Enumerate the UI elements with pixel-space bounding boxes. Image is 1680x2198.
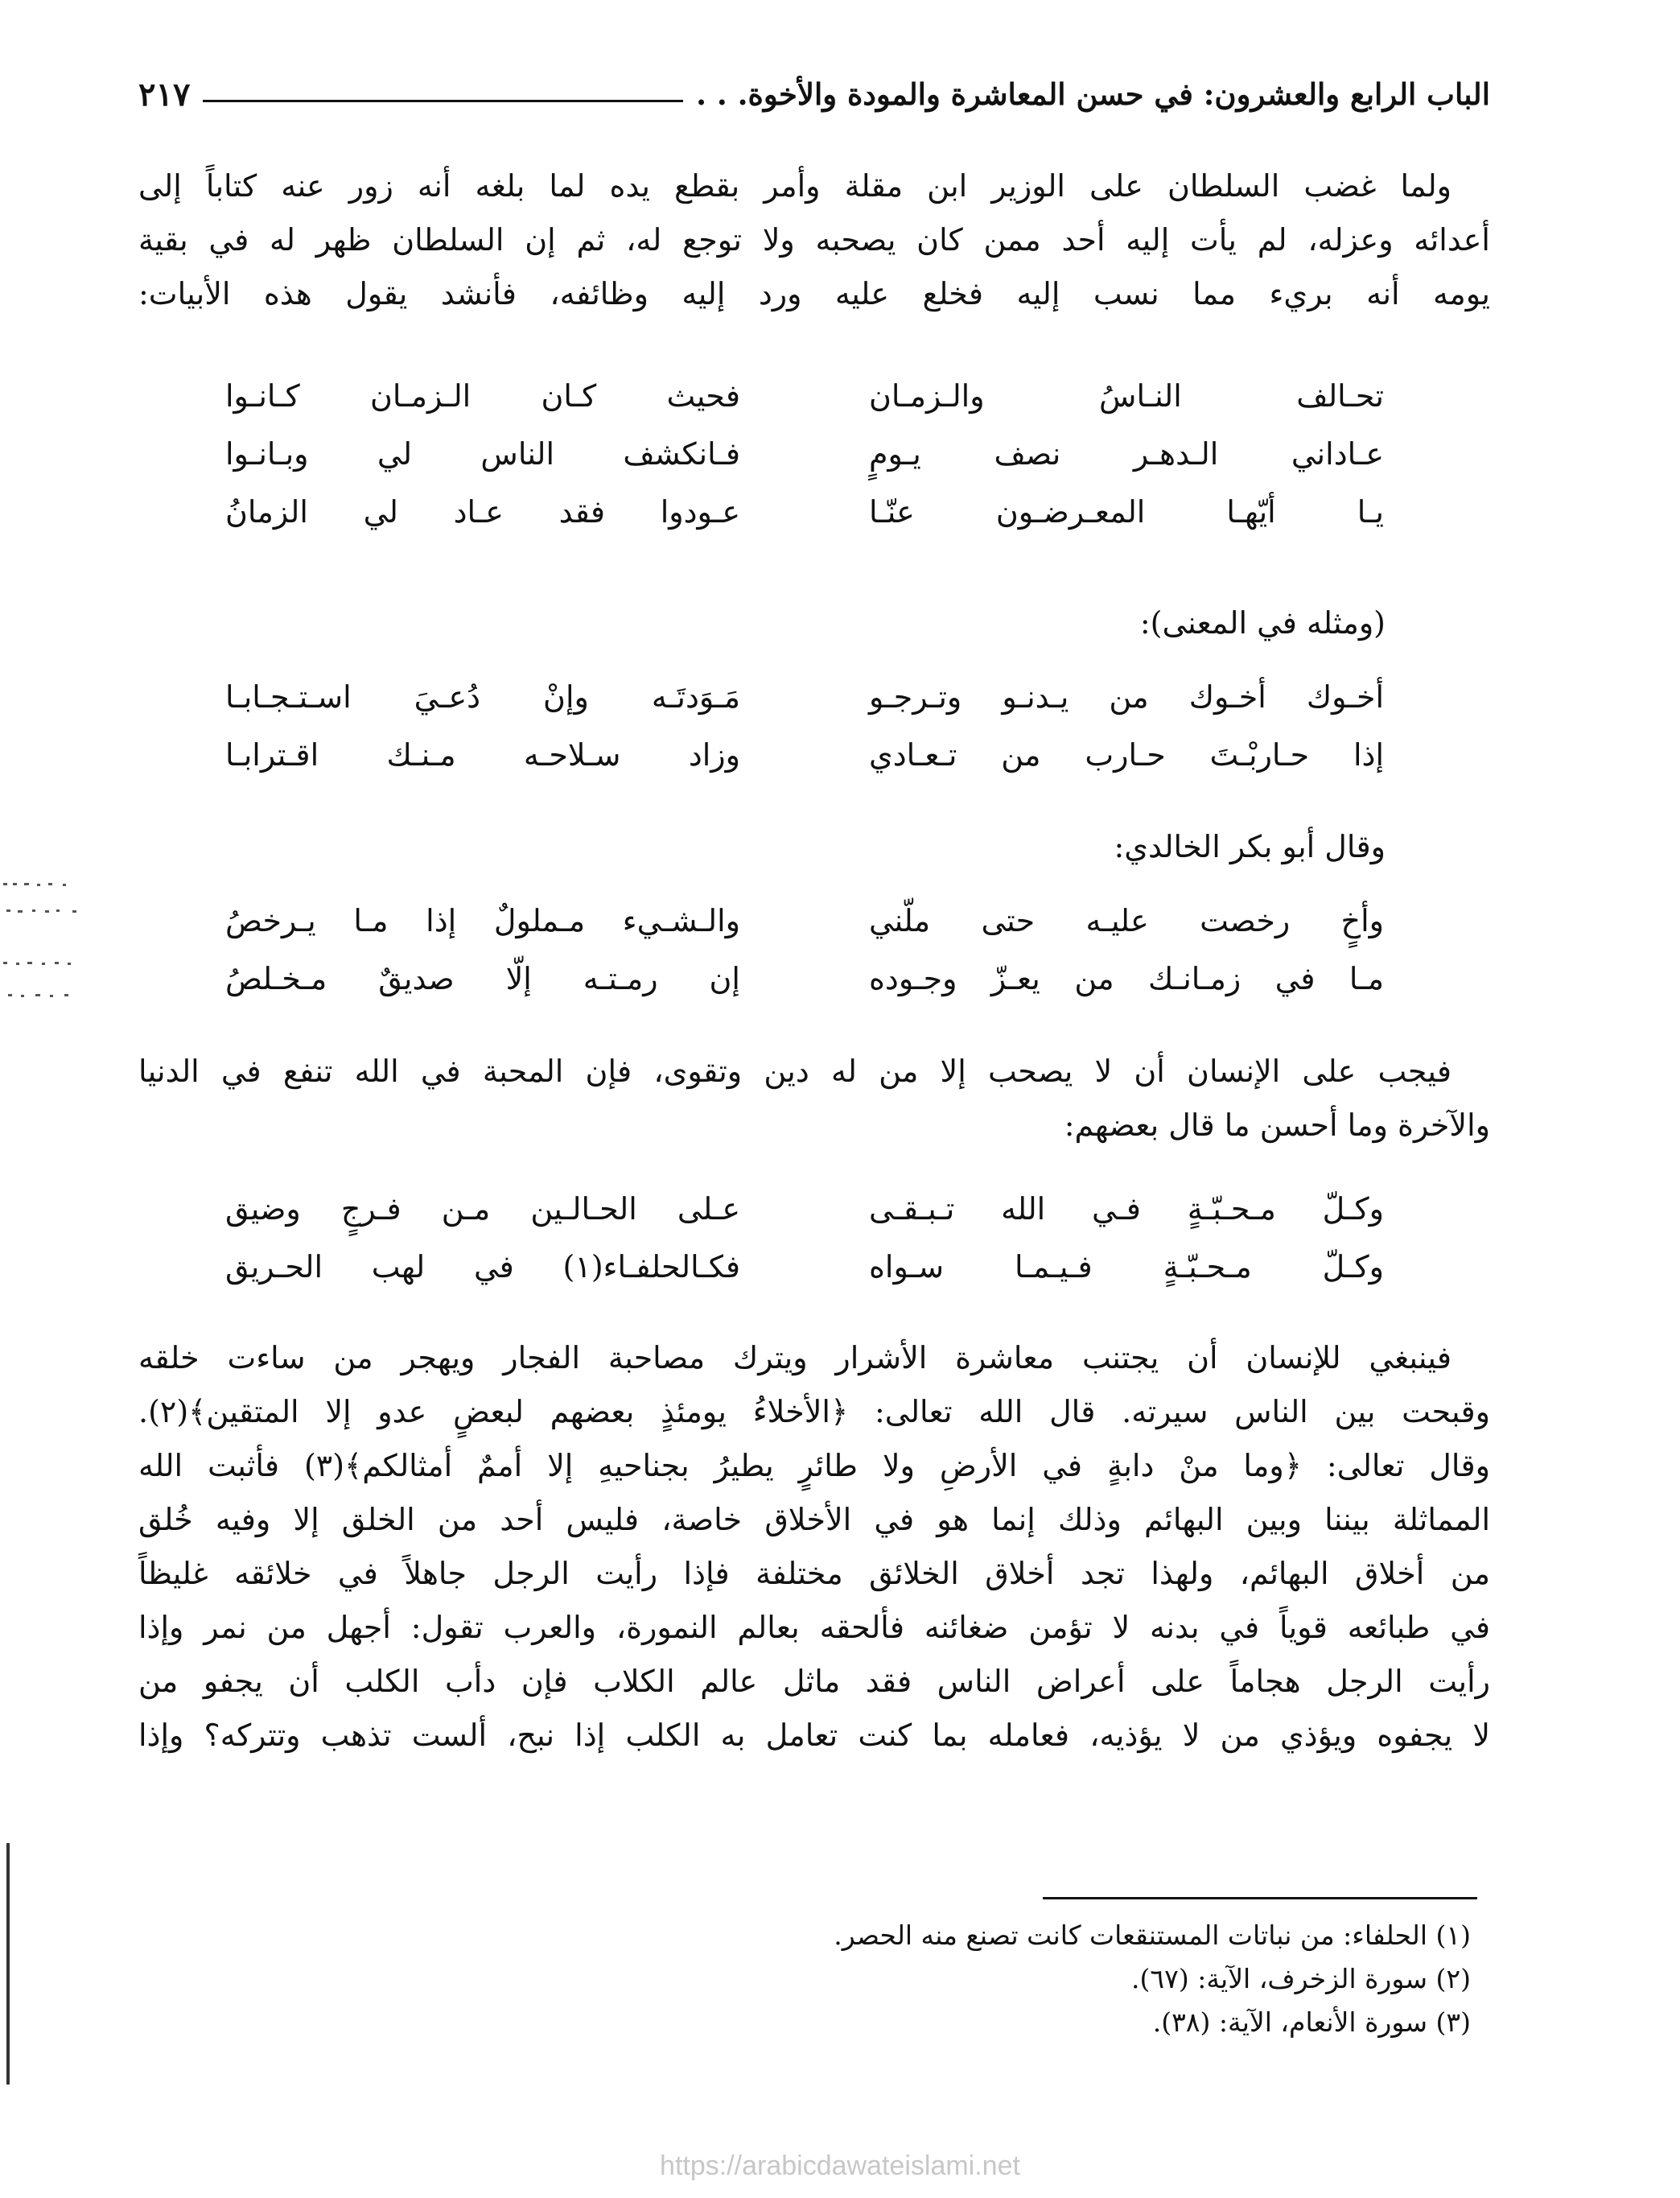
verse-line xyxy=(225,668,1384,726)
verse-line xyxy=(225,367,1384,425)
paragraph-line: أعدائه وعزله، لم يأت إليه أحد ممن كان يصحبه ولا توجع له، ثم إن السلطان ظهر له في بقية xyxy=(138,222,1490,258)
paragraph-line: فينبغي للإنسان أن يجتنب معاشرة الأشرار ويترك مصاحبة الفجار ويهجر من ساءت خلقه xyxy=(138,1340,1451,1375)
running-header xyxy=(138,66,1490,122)
poem-3 xyxy=(225,892,1384,1008)
poem-1 xyxy=(225,367,1384,541)
verse-line xyxy=(225,483,1384,541)
verse-first-hemistich: مـا في زمـانـك من يعـزّ وجـوده xyxy=(869,961,1384,996)
paragraph-line: ولما غضب السلطان على الوزير ابن مقلة وأمر بقطع يده لما بلغه أنه زور عنه كتاباً إلى xyxy=(138,168,1451,204)
verse-second-hemistich: مَـوَدتَـه وإنْ دُعـيَ اسـتـجـابـا xyxy=(225,679,740,715)
paragraph-3 xyxy=(138,1331,1490,1763)
chapter-title: الباب الرابع والعشرون: في حسن المعاشرة والمودة والأخوة. . . xyxy=(696,76,1490,112)
paragraph-line: من أخلاق البهائم، ولهذا تجد أخلاق الخلائق مختلفة فإذا رأيت الرجل جاهلاً في خلائقه غليظاً xyxy=(138,1556,1490,1591)
paragraph-line: رأيت الرجل هجاماً على أعراض الناس فقد ماثل عالم الكلاب فإن دأب الكلب أن يجفو من xyxy=(138,1664,1490,1699)
verse-line xyxy=(225,425,1384,483)
footnotes xyxy=(138,1914,1471,2044)
paragraph-line: وقال تعالى: ﴿وما منْ دابةٍ في الأرضِ ولا طائرٍ يطيرُ بجناحيهِ إلا أممٌ أمثالكم﴾(٣) فأثبت الله xyxy=(138,1448,1490,1483)
verse-first-hemistich: وأخٍ رخصت عليـه حتى ملّني xyxy=(869,903,1384,938)
poem-intro: (ومثله في المعنى): xyxy=(1139,605,1386,641)
verse-first-hemistich: إذا حـاربْـتَ حـارب من تـعـادي xyxy=(869,737,1384,773)
verse-first-hemistich: تحـالف النـاسُ والـزمـان xyxy=(869,378,1384,414)
verse-second-hemistich: إن رمـتـه إلّا صديقٌ مـخـلصُ xyxy=(225,961,740,996)
verse-second-hemistich: عـلى الحـالـين مـن فـرجٍ وضيق xyxy=(225,1191,740,1227)
verse-line xyxy=(225,892,1384,950)
verse-first-hemistich: يـا أيّهـا المعـرضـون عنّـا xyxy=(869,494,1384,530)
paragraph-line: في طبائعه قوياً في بدنه لا تؤمن ضغائنه فألحقه بعالم النمورة، والعرب تقول: أجهل من نمر وإذا xyxy=(138,1610,1490,1645)
paragraph-line: لا يجفوه ويؤذي من لا يؤذيه، فعامله بما كنت تعامل به الكلب إذا نبح، ألست تذهب وتتركه؟ وإذا xyxy=(138,1718,1490,1753)
scan-edge-line xyxy=(6,1843,10,2085)
verse-second-hemistich: عـودوا فقد عـاد لي الزمانُ xyxy=(225,494,740,530)
header-rule xyxy=(203,100,683,102)
verse-first-hemistich: وكـلّ مـحـبّـةٍ فـيـمـا سـواه xyxy=(869,1249,1384,1285)
verse-first-hemistich: أخـوك أخـوك من يـدنـو وتـرجـو xyxy=(869,679,1384,715)
verse-second-hemistich: فحيث كـان الـزمـان كـانـوا xyxy=(225,378,740,414)
verse-first-hemistich: عـاداني الـدهـر نصف يـومٍ xyxy=(869,436,1384,472)
poem-intro: وقال أبو بكر الخالدي: xyxy=(1114,829,1386,864)
paragraph-line: يومه أنه بريء مما نسب إليه فخلع عليه ورد إليه وظائفه، فأنشد يقول هذه الأبيات: xyxy=(138,276,1490,311)
paragraph-line: والآخرة وما أحسن ما قال بعضهم: xyxy=(1064,1107,1490,1143)
verse-line xyxy=(225,1180,1384,1238)
page-number: ٢١٧ xyxy=(138,75,191,113)
paragraph-2 xyxy=(138,1045,1490,1153)
verse-second-hemistich: والـشـيء مـملولٌ إذا مـا يـرخصُ xyxy=(225,903,740,938)
footnote: (٢) سورة الزخرف، الآية: (٦٧). xyxy=(1131,1963,1471,1994)
verse-line xyxy=(225,950,1384,1008)
watermark-url: https://arabicdawateislami.net xyxy=(660,2151,1020,2181)
paragraph-line: المماثلة بيننا وبين البهائم وذلك إنما هو في الأخلاق خاصة، فليس أحد من الخلق إلا وفيه خُلق xyxy=(138,1502,1490,1537)
verse-first-hemistich: وكـلّ مـحـبّـةٍ فـي الله تـبـقـى xyxy=(869,1191,1384,1227)
paragraph-line: فيجب على الإنسان أن لا يصحب إلا من له دين وتقوى، فإن المحبة في الله تنفع في الدنيا xyxy=(138,1054,1451,1089)
footnote: (١) الحلفاء: من نباتات المستنقعات كانت تصنع منه الحصر. xyxy=(834,1920,1471,1951)
verse-line xyxy=(225,1238,1384,1296)
footnote: (٣) سورة الأنعام، الآية: (٣٨). xyxy=(1152,2006,1471,2038)
footnote-separator xyxy=(1043,1897,1477,1899)
verse-second-hemistich: وزاد سـلاحـه مـنـك اقـترابـا xyxy=(225,737,740,773)
verse-second-hemistich: فكـالحلفـاء(١) في لهب الحـريق xyxy=(225,1249,740,1285)
scan-margin-marks xyxy=(0,873,89,1034)
poem-2 xyxy=(225,668,1384,784)
poem-4 xyxy=(225,1180,1384,1296)
verse-second-hemistich: فـانكشف الناس لي وبـانـوا xyxy=(225,436,740,472)
paragraph-1 xyxy=(138,159,1490,321)
verse-line xyxy=(225,726,1384,784)
paragraph-line: وقبحت بين الناس سيرته. قال الله تعالى: ﴿الأخلاءُ يومئذٍ بعضهم لبعضٍ عدو إلا المتقين﴾(٢). xyxy=(138,1394,1490,1429)
